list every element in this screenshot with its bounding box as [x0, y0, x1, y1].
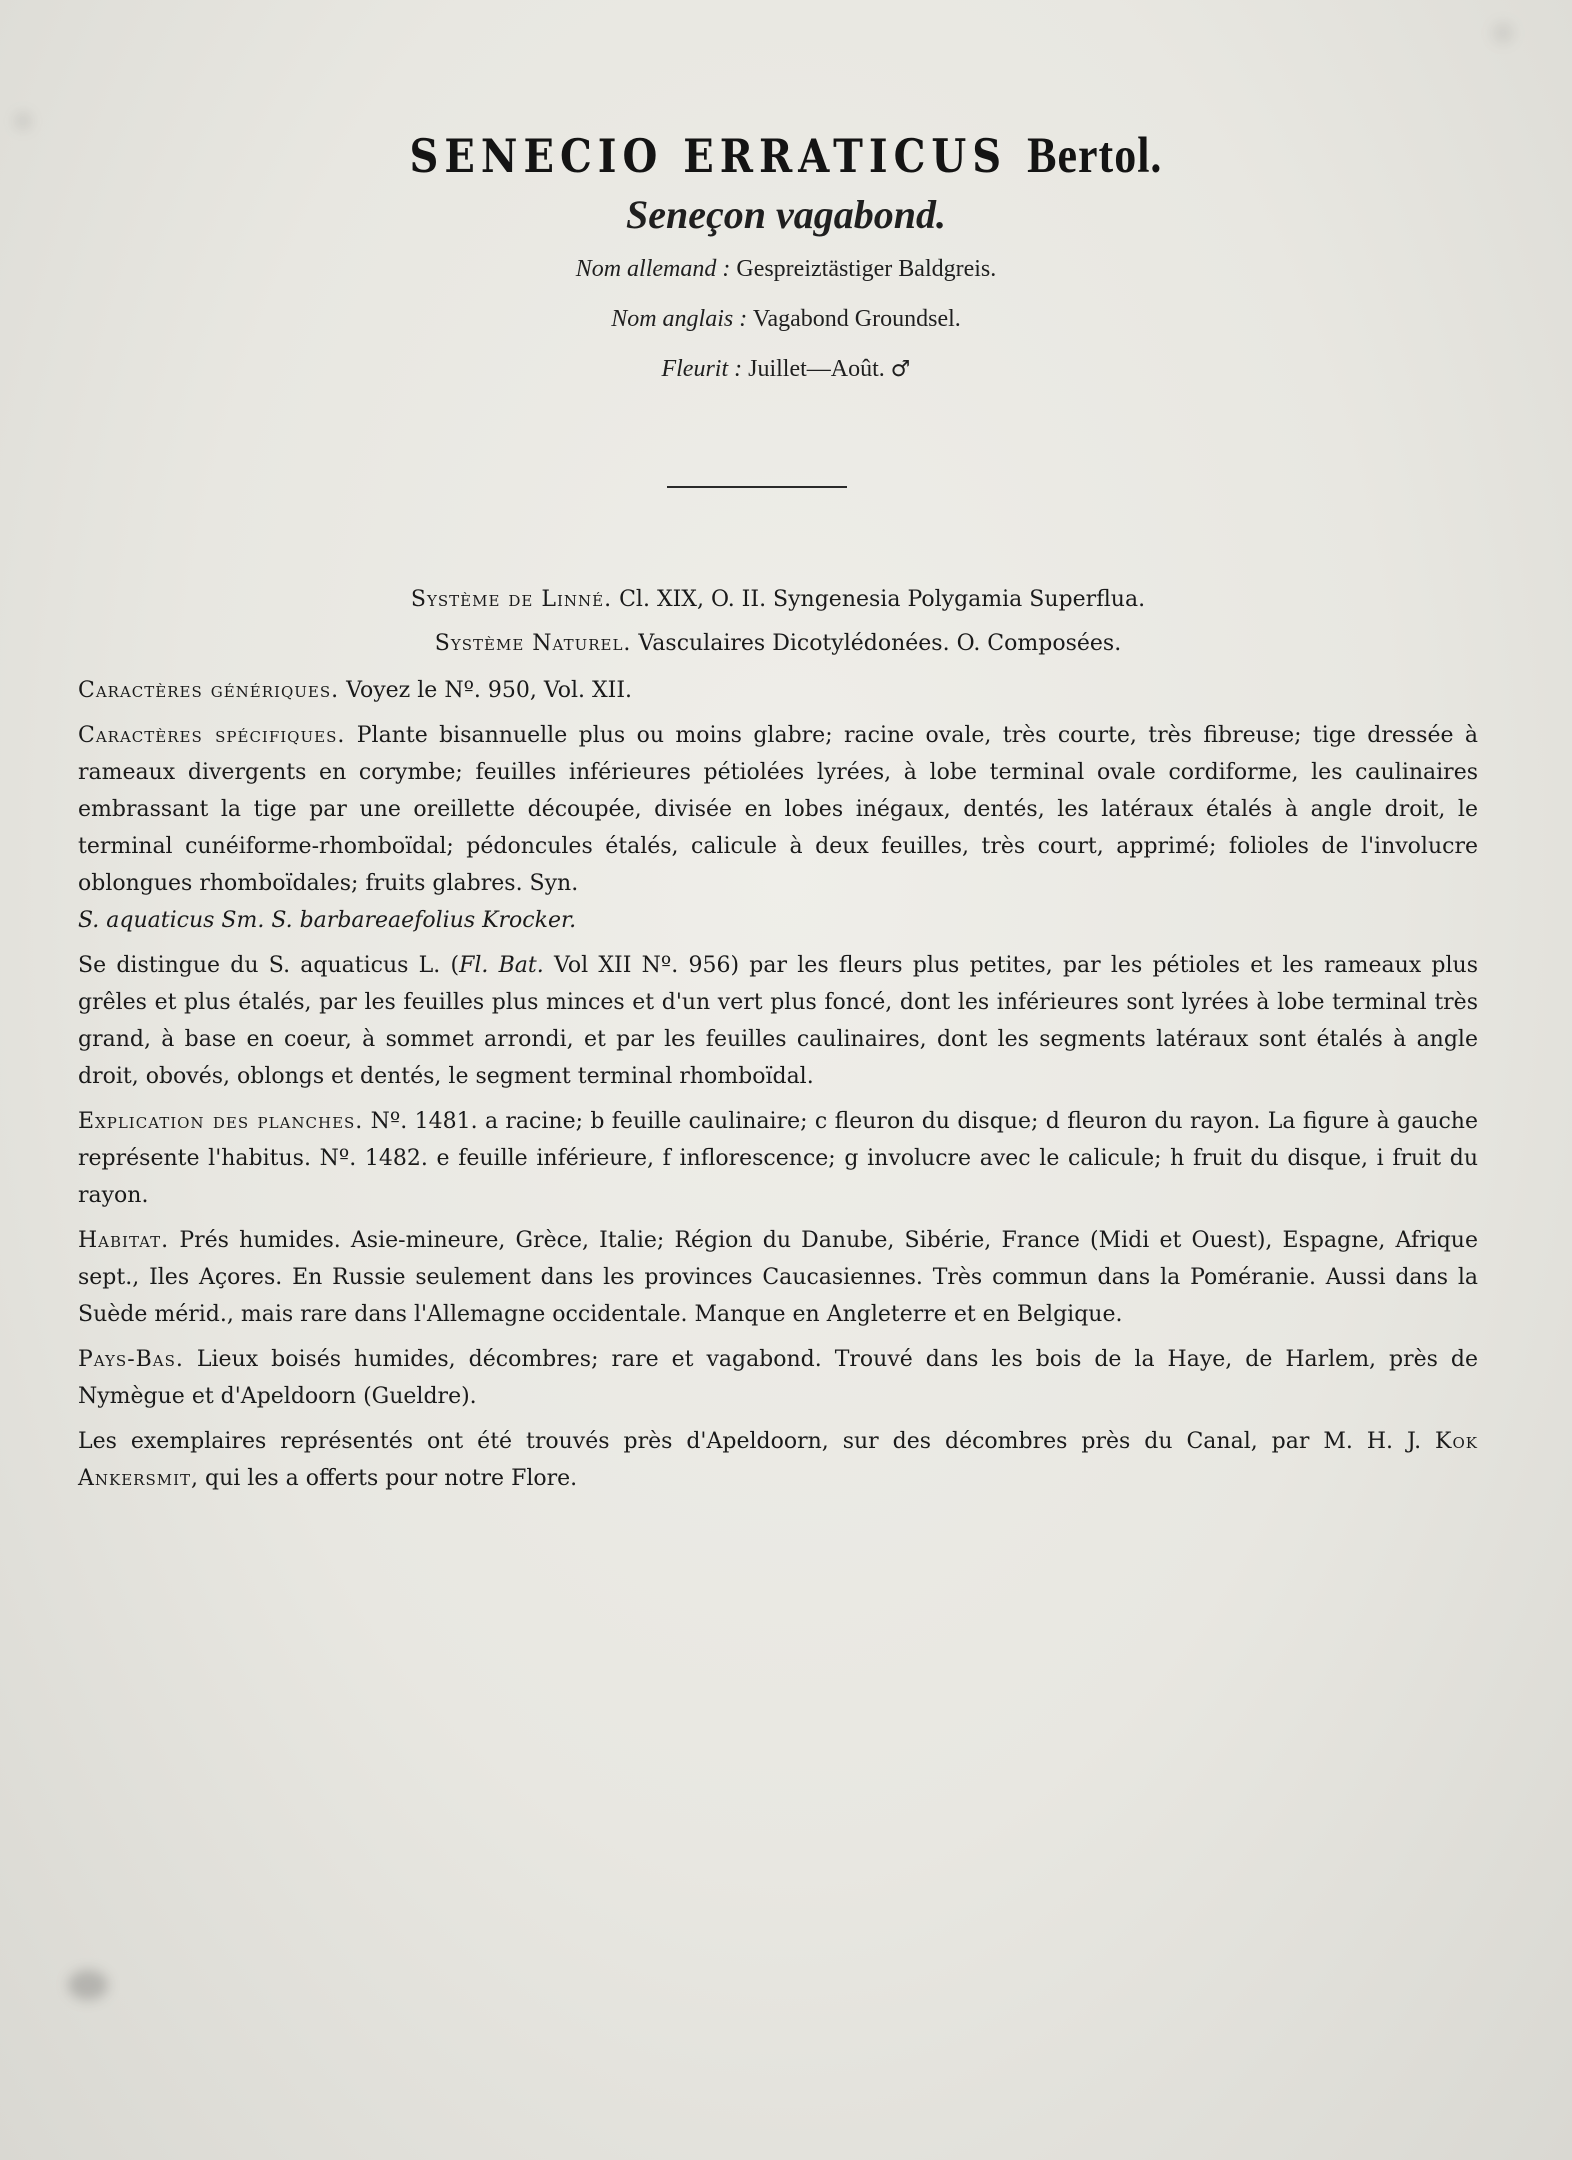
generic-characters-paragraph — [78, 672, 1478, 709]
flowering-label: Fleurit : — [661, 356, 743, 382]
german-name-value: Gespreiztästiger Baldgreis. — [736, 256, 997, 282]
species-title — [0, 126, 1572, 185]
netherlands-label: Pays-Bas. — [78, 1347, 184, 1372]
flora-reference: Fl. Bat. — [459, 953, 544, 978]
collector-name: Kok Ankersmit — [78, 1429, 1478, 1491]
netherlands-text: Lieux boisés humides, décombres; rare et vagabond. Trouvé dans les bois de la Haye, de Harlem, près de Nymègue et d'Apeldoorn (Gueldre). — [78, 1347, 1478, 1409]
english-name-label: Nom anglais : — [611, 306, 748, 332]
german-name-line — [0, 244, 1572, 294]
flowering-value: Juillet—Août. — [748, 356, 885, 382]
paper-spot — [1492, 22, 1514, 44]
english-name-value: Vagabond Groundsel. — [752, 306, 961, 332]
synonyms-text: S. aquaticus Sm. S. barbareaefolius Krocker. — [78, 908, 577, 933]
plates-explanation-paragraph — [78, 1103, 1478, 1214]
german-name-label: Nom allemand : — [575, 256, 731, 282]
specimens-text-end: , qui les a offerts pour notre Flore. — [191, 1466, 578, 1491]
natural-system-label: Système Naturel. — [434, 631, 632, 656]
description-body — [78, 578, 1478, 1505]
plates-explanation-label: Explication des planches. — [78, 1109, 364, 1134]
distinction-text-start: Se distingue du S. aquaticus L. ( — [78, 953, 460, 978]
specific-characters-text: Plante bisannuelle plus ou moins glabre; racine ovale, très courte, très fibreuse; tige dressée à rameaux divergents en corymbe; feuilles inférieures pétiolées lyrées, à lobe terminal ovale cordiforme, les caulinaires embrassant la tige par une oreillette découpée, divisée en lobes inégaux, dentés, les latéraux étalés à angle droit, le terminal cunéiforme-rhomboïdal; pédoncules étalés, calicule à deux feuilles, très court, apprimé; folioles de l'involucre oblongues rhomboïdales; fruits glabres. Syn. — [78, 723, 1479, 896]
specimens-paragraph — [78, 1423, 1478, 1497]
ink-stain — [68, 1970, 108, 2000]
generic-characters-label: Caractères génériques. — [78, 678, 340, 703]
netherlands-paragraph — [78, 1341, 1478, 1415]
habitat-label: Habitat. — [78, 1228, 170, 1253]
generic-characters-text: Voyez le Nº. 950, Vol. XII. — [346, 678, 633, 703]
divider-rule — [667, 486, 847, 488]
species-name: SENECIO ERRATICUS — [409, 129, 1008, 184]
linne-system-line — [78, 578, 1478, 622]
natural-system-text: Vasculaires Dicotylédonées. O. Composées. — [638, 631, 1122, 656]
header — [0, 127, 1572, 395]
distinction-paragraph — [78, 947, 1478, 1095]
natural-system-line — [78, 622, 1478, 666]
habitat-text: Prés humides. Asie-mineure, Grèce, Italie; Région du Danube, Sibérie, France (Midi et Ouest), Espagne, Afrique sept., Iles Açores. En Russie seulement dans les provinces Caucasiennes. Très commun dans la Poméranie. Aussi dans la Suède mérid., mais rare dans l'Allemagne occidentale. Manque en Angleterre et en Belgique. — [78, 1228, 1479, 1327]
french-common-name: Seneçon vagabond. — [626, 192, 946, 237]
flowering-line — [0, 344, 1572, 395]
english-name-line — [0, 294, 1572, 344]
species-author: Bertol. — [1027, 127, 1163, 184]
distinction-text-end: Vol XII Nº. 956) par les fleurs plus petites, par les pétioles et les rameaux plus grêles et plus étalés, par les feuilles plus minces et d'un vert plus foncé, dont les inférieures sont lyrées à lobe terminal très grand, à base en coeur, à sommet arrondi, et par les feuilles caulinaires, dont les segments latéraux sont étalés à angle droit, obovés, oblongs et dentés, le segment terminal rhomboïdal. — [78, 953, 1478, 1089]
biennial-symbol-icon: ♂ — [890, 357, 911, 382]
specimens-text-start: Les exemplaires représentés ont été trouvés près d'Apeldoorn, sur des décombres près du Canal, par M. H. J. — [78, 1429, 1422, 1454]
specific-characters-label: Caractères spécifiques. — [78, 723, 346, 748]
plates-explanation-text: Nº. 1481. a racine; b feuille caulinaire; c fleuron du disque; d fleuron du rayon. La figure à gauche représente l'habitus. Nº. 1482. e feuille inférieure, f inflorescence; g involucre avec le calicule; h fruit du disque, i fruit du rayon. — [78, 1109, 1478, 1208]
specific-characters-paragraph — [78, 717, 1478, 939]
linne-system-label: Système de Linné. — [410, 587, 613, 612]
habitat-paragraph — [78, 1222, 1478, 1333]
linne-system-text: Cl. XIX, O. II. Syngenesia Polygamia Superflua. — [619, 587, 1146, 612]
